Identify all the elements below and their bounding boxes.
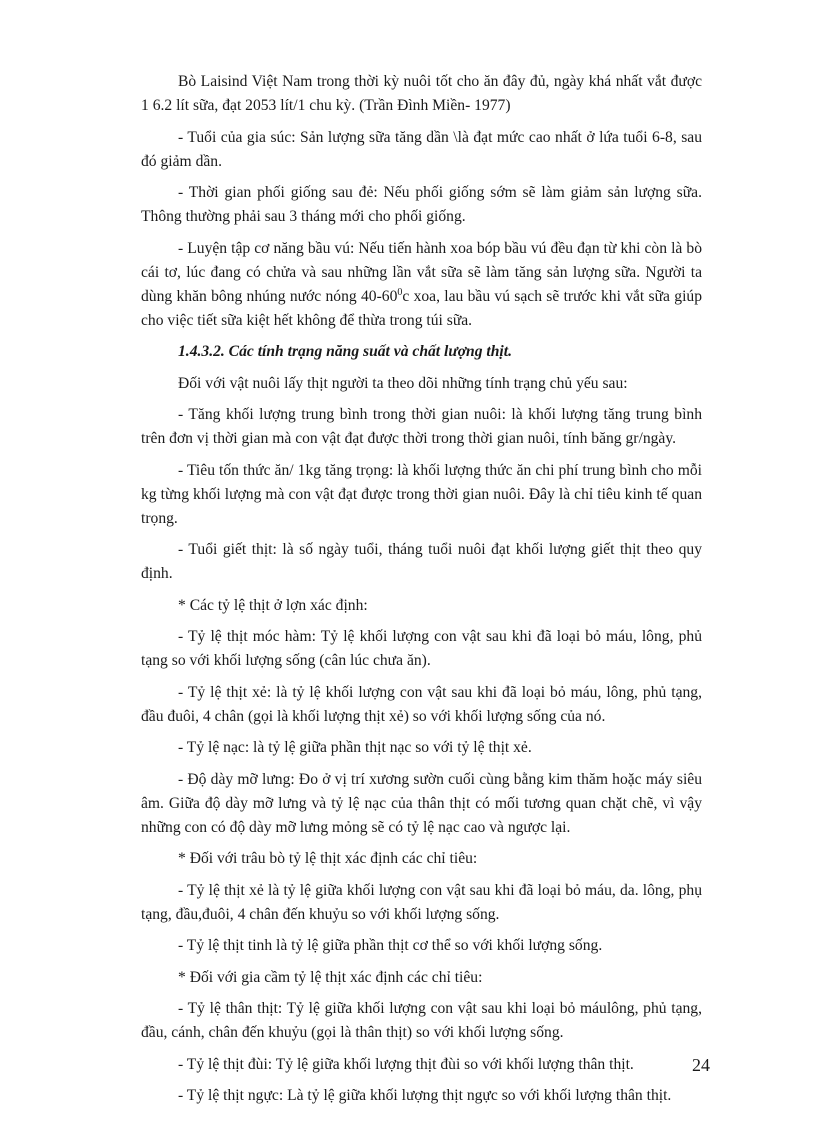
paragraph-poultry-carcass: - Tỷ lệ thân thịt: Tỷ lệ giữa khối lượng con vật sau khi loại bỏ máulông, phủ tạng, đầu, cánh, chân đến khuỷu (gọi là thân thịt) so với khối lượng sống. [141, 1000, 702, 1041]
paragraph-hook-carcass: - Tỷ lệ thịt móc hàm: Tỷ lệ khối lượng con vật sau khi đã loại bỏ máu, lông, phủ tạng so với khối lượng sống (cân lúc chưa ăn). [141, 628, 702, 669]
section-heading-meat-traits: 1.4.3.2. Các tính trạng năng suất và chất lượng thịt. [178, 343, 512, 360]
udder-training-text-after: c xoa, lau bầu vú sạch sẽ trước khi vắt sữa giúp cho việc tiết sữa kiệt hết không để thừa trong túi sữa. [141, 287, 702, 329]
paragraph-slaughter-age: - Tuổi giết thịt: là số ngày tuổi, tháng tuổi nuôi đạt khối lượng giết thịt theo quy định. [141, 541, 702, 582]
paragraph-breeding-time: - Thời gian phối giống sau đẻ: Nếu phối giống sớm sẽ làm giảm sản lượng sữa. Thông thường phải sau 3 tháng mới cho phối giống. [141, 184, 702, 225]
paragraph-meat-intro: Đối với vật nuôi lấy thịt người ta theo dõi những tính trạng chủ yếu sau: [178, 374, 628, 392]
paragraph-cattle-pure-meat: - Tỷ lệ thịt tinh là tỷ lệ giữa phần thịt cơ thể so với khối lượng sống. [178, 937, 603, 954]
paragraph-breast-meat: - Tỷ lệ thịt ngực: Là tỷ lệ giữa khối lượng thịt ngực so với khối lượng thân thịt. [178, 1087, 672, 1104]
paragraph-backfat: - Độ dày mỡ lưng: Đo ở vị trí xương sườn cuối cùng bằng kim thăm hoặc máy siêu âm. Giữa độ dày mỡ lưng và tỷ lệ nạc của thân thịt có mối tương quan chặt chẽ, vì vậy những con có độ dày mỡ lưng mỏng sẽ có tỷ lệ nạc cao và ngược lại. [141, 770, 702, 836]
paragraph-pig-ratios-heading: * Các tỷ lệ thịt ở lợn xác định: [178, 596, 368, 614]
paragraph-udder-training [141, 237, 702, 333]
degree-superscript: 0 [397, 286, 403, 298]
paragraph-feed-cost: - Tiêu tốn thức ăn/ 1kg tăng trọng: là khối lượng thức ăn chi phí trung bình cho mỗi kg từng khối lượng mà con vật đạt được trong thời gian nuôi. Đây là chỉ tiêu kinh tế quan trọng. [141, 461, 702, 527]
paragraph-cattle-heading: * Đối với trâu bò tỷ lệ thịt xác định các chỉ tiêu: [178, 850, 478, 867]
paragraph-dressed-carcass: - Tỷ lệ thịt xẻ: là tỷ lệ khối lượng con vật sau khi đã loại bỏ máu, lông, phủ tạng, đầu đuôi, 4 chân (gọi là khối lượng thịt xẻ) so với khối lượng sống của nó. [141, 683, 702, 725]
page-number: 24 [692, 1055, 710, 1075]
paragraph-laisind-milk-yield: Bò Laisind Việt Nam trong thời kỳ nuôi tốt cho ăn đây đủ, ngày khá nhất vắt được 1 6.2 lít sữa, đạt 2053 lít/1 chu kỳ. (Trần Đình Miền- 1977) [141, 73, 702, 114]
document-page [141, 70, 702, 1116]
paragraph-lean-ratio: - Tỷ lệ nạc: là tỷ lệ giữa phần thịt nạc so với tỷ lệ thịt xẻ. [178, 739, 532, 756]
udder-training-text-before: - Luyện tập cơ năng bầu vú: Nếu tiến hành xoa bóp bầu vú đều đạn từ khi còn là bò cái tơ, lúc đang có chửa và sau những lần vắt sữa sẽ làm tăng sản lượng sữa. Người ta dùng khăn bông nhúng nước nóng 40-60 [141, 239, 702, 305]
paragraph-thigh-meat: - Tỷ lệ thịt đùi: Tỷ lệ giữa khối lượng thịt đùi so với khối lượng thân thịt. [178, 1055, 634, 1073]
paragraph-weight-gain: - Tăng khối lượng trung bình trong thời gian nuôi: là khối lượng tăng trung bình trên đơn vị thời gian mà con vật đạt được thời trong thời gian nuôi, tính băng gr/ngày. [141, 406, 702, 447]
paragraph-animal-age: - Tuổi của gia súc: Sản lượng sữa tăng dần \là đạt mức cao nhất ở lứa tuổi 6-8, sau đó giảm dần. [141, 128, 702, 170]
paragraph-poultry-heading: * Đối với gia cầm tỷ lệ thịt xác định các chỉ tiêu: [178, 968, 483, 986]
paragraph-cattle-carcass: - Tỷ lệ thịt xẻ là tỷ lệ giữa khối lượng con vật sau khi đã loại bỏ máu, da. lông, phụ tạng, đầu,đuôi, 4 chân đến khuỷu so với khối lượng sống. [141, 881, 702, 923]
